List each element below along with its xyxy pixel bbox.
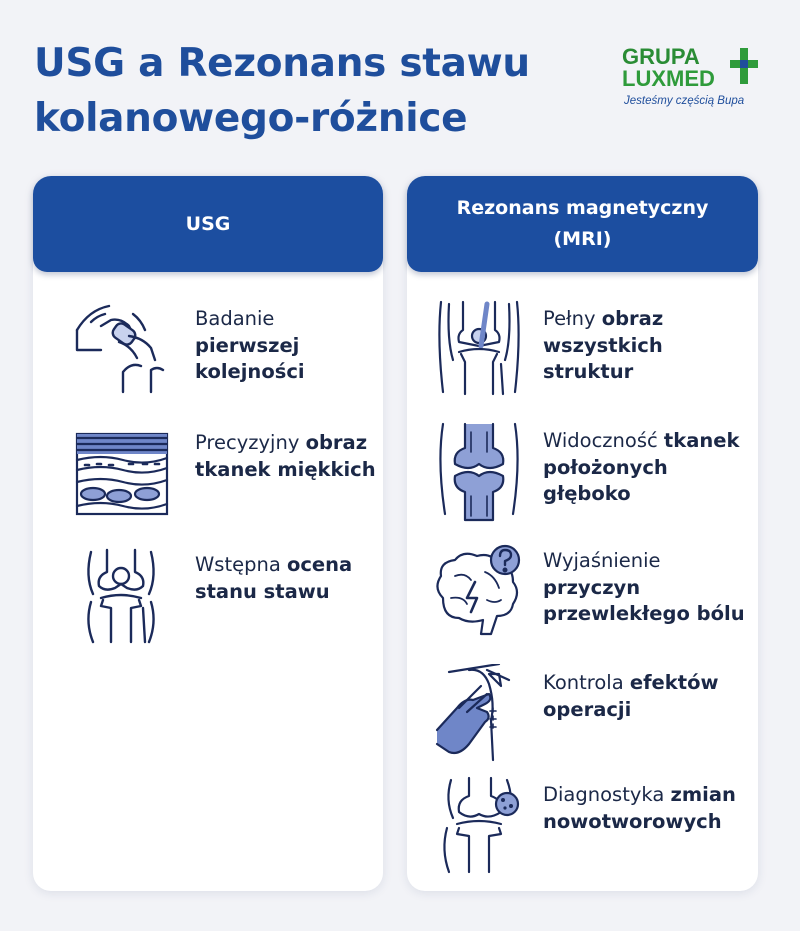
- title-line-2: kolanowego-różnice: [34, 96, 468, 141]
- mri-item-4: [407, 664, 758, 774]
- item-text-regular: Precyzyjny: [195, 431, 300, 454]
- logo-line-1: GRUPA: [622, 44, 700, 69]
- soft-tissue-layers-icon: [71, 424, 171, 524]
- mri-header: [407, 176, 758, 272]
- brain-question-icon: [429, 542, 529, 642]
- mri-item-1-text: [543, 306, 752, 386]
- mri-item-3-text: [543, 548, 752, 628]
- knee-joint-icon: [71, 546, 171, 646]
- item-text-regular: Diagnostyka: [543, 783, 665, 806]
- item-text-bold: przyczyn przewlekłego bólu: [543, 575, 745, 625]
- item-text-regular: Badanie: [195, 307, 275, 330]
- item-text-regular: Pełny: [543, 307, 602, 330]
- usg-item-2: [33, 424, 383, 534]
- mri-header-label: Rezonans magnetyczny (MRI): [456, 197, 709, 250]
- knee-tumor-icon: [429, 776, 529, 876]
- item-text-bold: zmian nowotworowych: [543, 783, 736, 833]
- item-text-regular: Wyjaśnienie: [543, 549, 661, 572]
- mri-item-5: [407, 776, 758, 886]
- item-text-bold: efektów operacji: [543, 671, 719, 721]
- surgery-hand-icon: [429, 664, 529, 764]
- logo-line-2: LUXMED: [622, 66, 715, 91]
- ultrasound-probe-icon: [71, 300, 171, 400]
- usg-card: [33, 176, 383, 891]
- mri-item-3: [407, 542, 758, 652]
- page-title: [34, 36, 530, 146]
- mri-item-4-text: [543, 670, 752, 723]
- mri-card: [407, 176, 758, 891]
- usg-item-3: [33, 546, 383, 656]
- item-text-regular: Widoczność: [543, 429, 658, 452]
- mri-item-2-text: [543, 428, 752, 508]
- item-text-bold: obraz tkanek miękkich: [195, 431, 376, 481]
- medical-cross-icon: [730, 48, 760, 84]
- item-text-regular: Wstępna: [195, 553, 287, 576]
- knee-full-structures-icon: [429, 300, 529, 400]
- mri-item-1: [407, 300, 758, 410]
- luxmed-logo: [622, 44, 772, 114]
- item-text-regular: Kontrola: [543, 671, 630, 694]
- item-text-bold: ocena stanu stawu: [195, 553, 353, 603]
- item-text-bold: tkanek położonych głęboko: [543, 429, 740, 505]
- mri-item-5-text: [543, 782, 752, 835]
- logo-tagline: Jesteśmy częścią Bupa: [624, 95, 745, 107]
- usg-item-2-text: [195, 430, 377, 483]
- usg-item-3-text: [195, 552, 377, 605]
- mri-item-2: [407, 422, 758, 532]
- deep-tissue-joint-icon: [429, 422, 529, 522]
- usg-item-1: [33, 300, 383, 410]
- usg-header: [33, 176, 383, 272]
- title-line-1: USG a Rezonans stawu: [34, 41, 530, 86]
- item-text-bold: obraz wszystkich struktur: [543, 307, 664, 383]
- usg-header-label: USG: [185, 212, 231, 235]
- usg-item-1-text: [195, 306, 377, 386]
- item-text-bold: pierwszej kolejności: [195, 333, 305, 383]
